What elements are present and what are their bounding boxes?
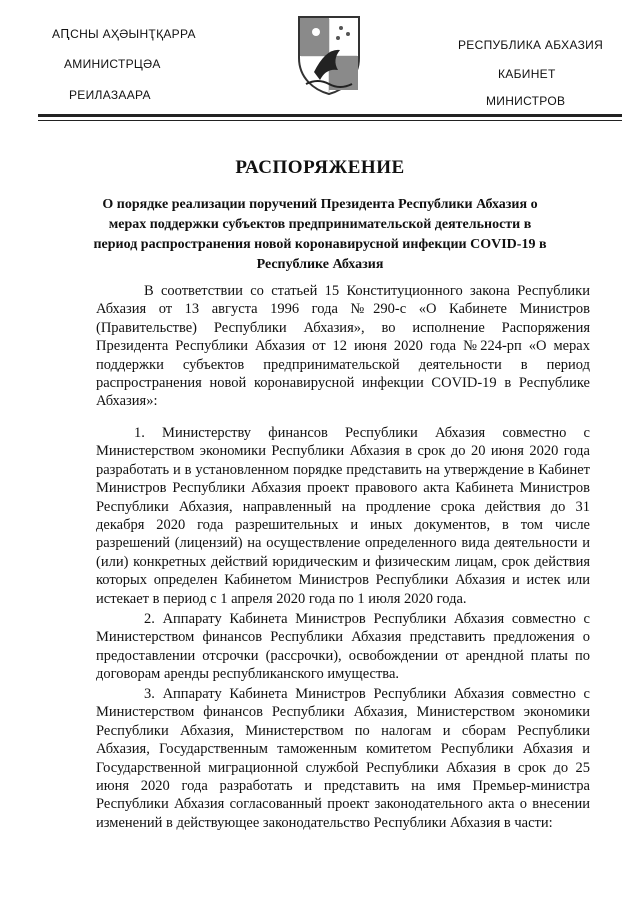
header-left-line-3: РЕИЛАЗААРА (69, 88, 151, 102)
header-rule-thin (38, 120, 622, 121)
coat-of-arms-emblem (296, 14, 362, 96)
item-1-paragraph: 1. Министерству финансов Республики Абхазия совместно с Министерством экономики Республики Абхазия в срок до 20 июня 2020 года разработать и в установленном порядке представить на утверждение в Кабинет Министров Республики Абхазия проект правового акта Кабинета Министров Республики Абхазия, направленный на продление срока действия до 31 декабря 2020 года разрешительных и иных документов, в том числе разрешений (лицензий) на осуществление определенного вида деятельности и (или) конкретных действий юридическим и физическим лицам, срок действия которых определен Кабинетом Министров Республики Абхазия и истек или истекает в период с 1 апреля 2020 года по 1 июля 2020 года. (96, 425, 590, 607)
document-title: РАСПОРЯЖЕНИЕ (235, 157, 405, 178)
header-left-line-2: АМИНИСТРЦӘА (64, 57, 161, 71)
header-right-line-3: МИНИСТРОВ (486, 94, 566, 108)
document-subject: О порядке реализации поручений Президента Республики Абхазия о мерах поддержки субъектов предпринимательской деятельности в период распространения новой коронавирусной инфекции COVID-19 в Республике Абхазия (93, 197, 547, 272)
item-3-paragraph: 3. Аппарату Кабинета Министров Республики Абхазия совместно с Министерством финансов Республики Абхазия, Министерством экономики Республики Абхазия, Министерством по налогам и сборам Республики Абхазия, Государственным таможенным комитетом Республики Абхазия и Государственной миграционной службой Республики Абхазия в срок до 25 июня 2020 года разработать и представить на имя Премьер-министра Республики Абхазия согласованный проект законодательного акта о внесении изменений в действующее законодательство Республики Абхазия в части: (96, 686, 590, 831)
header-left-line-1: АԤСНЫ АҲӘЫНҬҚАРРА (52, 27, 196, 41)
preamble-paragraph: В соответствии со статьей 15 Конституционного закона Республики Абхазия от 13 августа 1996 года №290-с «О Кабинете Министров (Правительстве) Республики Абхазия», во исполнение Распоряжения Президента Республики Абхазия от 12 июня 2020 года №224-рп «О мерах поддержки субъектов предпринимательской деятельности в период распространения новой коронавирусной инфекции COVID-19 в Республике Абхазия»: (96, 283, 590, 410)
header-right-line-2: КАБИНЕТ (498, 67, 556, 81)
item-2-paragraph: 2. Аппарату Кабинета Министров Республики Абхазия совместно с Министерством финансов Республики Абхазия представить предложения о предоставлении отсрочки (рассрочки), освобождении от арендной платы по договорам аренды республиканского имущества. (96, 611, 590, 683)
header-right-line-1: РЕСПУБЛИКА АБХАЗИЯ (458, 38, 604, 52)
header-rule-thick (38, 114, 622, 117)
